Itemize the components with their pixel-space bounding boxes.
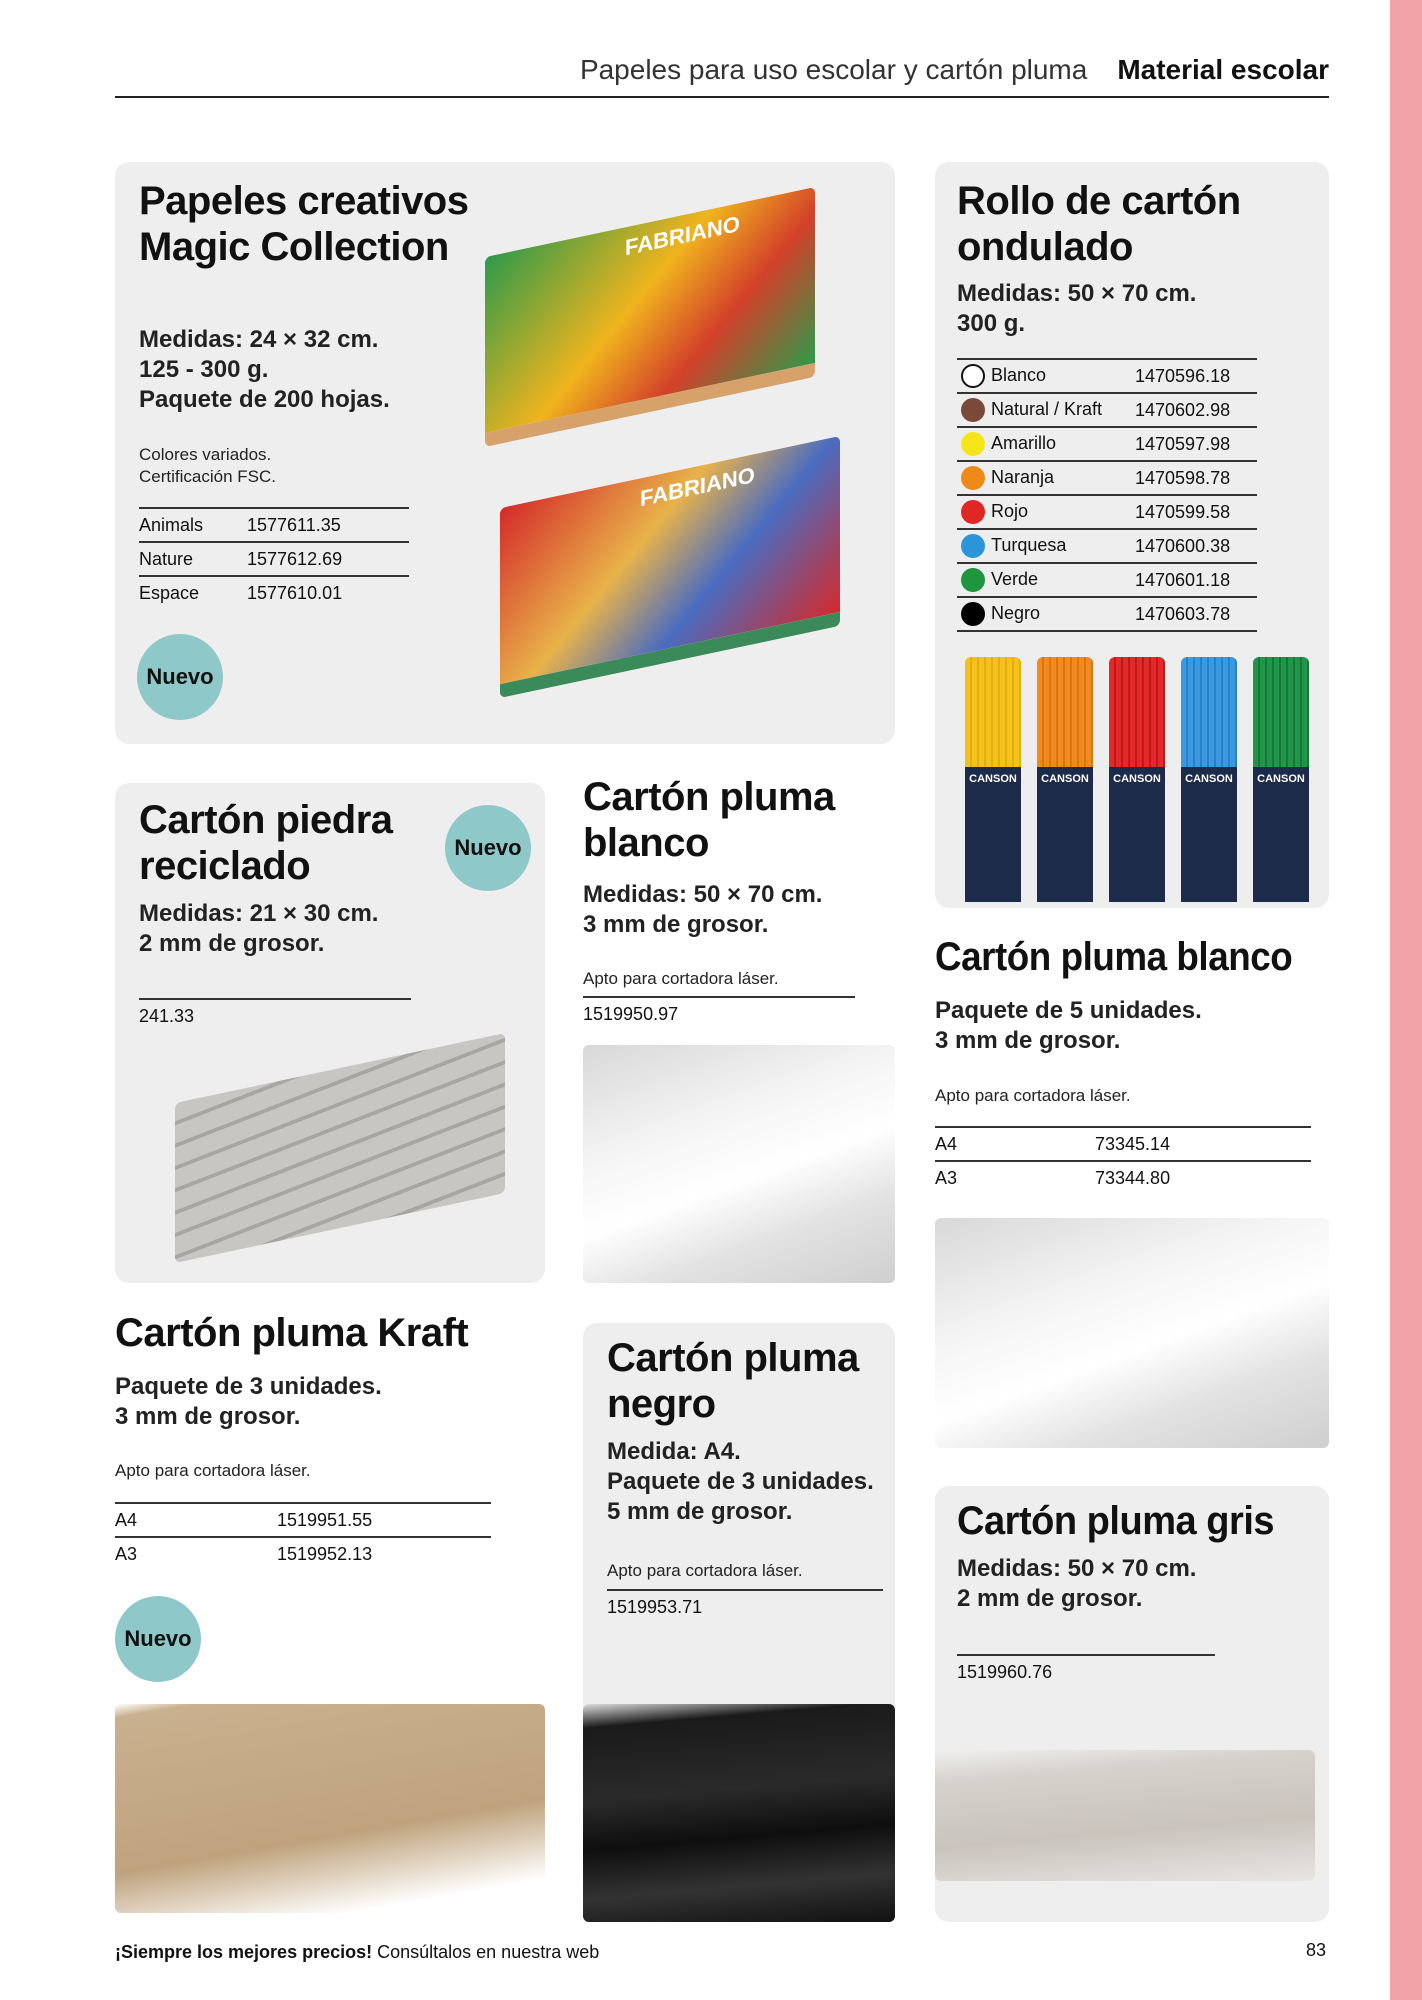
product-title: Cartón piedra reciclado	[139, 798, 393, 888]
product-code: 1470598.78	[1135, 461, 1257, 495]
header-section: Material escolar	[1117, 54, 1329, 85]
new-badge: Nuevo	[137, 634, 223, 720]
color-swatch-icon	[961, 432, 985, 456]
product-title: Rollo de cartón ondulado	[957, 179, 1241, 269]
new-badge: Nuevo	[115, 1596, 201, 1682]
variant-name: A3	[935, 1161, 1095, 1195]
color-name: Amarillo	[991, 432, 1057, 453]
table-row	[957, 597, 1257, 631]
color-name: Verde	[991, 568, 1039, 589]
product-image-magic-red	[500, 436, 840, 698]
table-row	[139, 999, 411, 1033]
variant-table	[935, 1126, 1311, 1195]
product-code: 73344.80	[1095, 1161, 1311, 1195]
side-tab-bar	[1390, 0, 1422, 2000]
color-table	[957, 358, 1257, 632]
color-swatch-icon	[961, 466, 985, 490]
note-line: Colores variados.	[139, 445, 272, 464]
product-code: 1470601.18	[1135, 563, 1257, 597]
note-line: Apto para cortadora láser.	[935, 1086, 1131, 1105]
color-name: Natural / Kraft	[991, 398, 1103, 419]
spec-line: Medidas: 24 × 32 cm.	[139, 326, 379, 353]
product-title: Cartón pluma Kraft	[115, 1311, 469, 1355]
roll-blue	[1181, 657, 1237, 902]
product-card-carton-pluma-negro	[583, 1323, 895, 1922]
color-swatch-icon	[961, 500, 985, 524]
table-row	[139, 508, 409, 542]
color-swatch-icon	[961, 398, 985, 422]
color-swatch-icon	[961, 364, 985, 388]
table-row	[935, 1127, 1311, 1161]
product-code: 1470596.18	[1135, 359, 1257, 393]
note-line: Apto para cortadora láser.	[583, 969, 779, 988]
spec-line: 2 mm de grosor.	[139, 930, 325, 957]
code-table	[583, 996, 855, 1031]
brand-logo: CANSON	[1109, 767, 1165, 902]
product-card-rollo-carton	[935, 162, 1329, 908]
product-code: 241.33	[139, 999, 411, 1033]
product-code: 1519951.55	[277, 1503, 491, 1537]
table-row	[957, 427, 1257, 461]
color-swatch-icon	[961, 602, 985, 626]
spec-line: Medidas: 50 × 70 cm.	[583, 881, 823, 908]
spec-line: 2 mm de grosor.	[957, 1585, 1143, 1612]
product-title: Cartón pluma gris	[957, 1499, 1275, 1543]
brand-logo: CANSON	[1181, 767, 1237, 902]
product-code: 1470600.38	[1135, 529, 1257, 563]
product-title: Papeles creativos Magic Collection	[139, 179, 469, 269]
spec-line: 3 mm de grosor.	[935, 1027, 1121, 1054]
product-card-carton-piedra	[115, 783, 545, 1283]
page-header	[580, 54, 1329, 86]
variant-name: Espace	[139, 576, 247, 610]
brand-logo: CANSON	[1253, 767, 1309, 902]
brand-logo: CANSON	[965, 767, 1021, 902]
roll-green	[1253, 657, 1309, 902]
product-image-magic-green	[485, 187, 815, 447]
product-image-carton-pluma-negro	[583, 1704, 895, 1922]
product-image-carton-piedra	[175, 1033, 505, 1263]
product-code: 1577611.35	[247, 508, 409, 542]
roll-orange	[1037, 657, 1093, 902]
variant-name: A3	[115, 1537, 277, 1571]
product-code: 1577612.69	[247, 542, 409, 576]
table-row	[115, 1537, 491, 1571]
variant-table	[139, 507, 409, 610]
table-row	[583, 997, 855, 1031]
table-row	[957, 1655, 1215, 1689]
code-table	[607, 1589, 883, 1624]
spec-line: 3 mm de grosor.	[115, 1403, 301, 1430]
roll-yellow	[965, 657, 1021, 902]
product-title: Cartón pluma negro	[607, 1336, 859, 1426]
spec-line: Paquete de 3 unidades.	[607, 1468, 874, 1495]
product-code: 1577610.01	[247, 576, 409, 610]
product-image-rolls	[965, 657, 1310, 907]
product-code: 1470599.58	[1135, 495, 1257, 529]
table-row	[935, 1161, 1311, 1195]
variant-name: Animals	[139, 508, 247, 542]
header-divider	[115, 96, 1329, 98]
spec-line: Medidas: 21 × 30 cm.	[139, 900, 379, 927]
header-subtitle: Papeles para uso escolar y cartón pluma	[579, 54, 1088, 85]
color-swatch-icon	[961, 568, 985, 592]
spec-line: 300 g.	[957, 310, 1026, 337]
table-row	[115, 1503, 491, 1537]
product-code: 1519960.76	[957, 1655, 1215, 1689]
footer-slogan-bold: ¡Siempre los mejores precios!	[115, 1942, 373, 1962]
spec-line: Paquete de 200 hojas.	[139, 386, 390, 413]
spec-line: 125 - 300 g.	[139, 356, 269, 383]
spec-line: Medidas: 50 × 70 cm.	[957, 280, 1197, 307]
product-code: 1470602.98	[1135, 393, 1257, 427]
color-swatch-icon	[961, 534, 985, 558]
code-table	[957, 1654, 1215, 1689]
variant-name: A4	[935, 1127, 1095, 1161]
note-line: Certificación FSC.	[139, 467, 276, 486]
product-code: 1519950.97	[583, 997, 855, 1031]
spec-line: 5 mm de grosor.	[607, 1498, 793, 1525]
product-card-carton-pluma-gris	[935, 1486, 1329, 1922]
spec-line: Paquete de 3 unidades.	[115, 1373, 382, 1400]
color-name: Turquesa	[991, 534, 1067, 555]
spec-line: Paquete de 5 unidades.	[935, 997, 1202, 1024]
color-name: Negro	[991, 602, 1041, 623]
table-row	[957, 393, 1257, 427]
table-row	[957, 563, 1257, 597]
new-badge: Nuevo	[445, 805, 531, 891]
variant-table	[115, 1502, 491, 1571]
variant-name: Nature	[139, 542, 247, 576]
roll-red	[1109, 657, 1165, 902]
color-name: Rojo	[991, 500, 1029, 521]
table-row	[957, 359, 1257, 393]
product-code: 1470603.78	[1135, 597, 1257, 631]
product-code: 73345.14	[1095, 1127, 1311, 1161]
product-image-carton-pluma-blanco-pack	[935, 1218, 1329, 1448]
spec-line: Medida: A4.	[607, 1438, 741, 1465]
product-image-carton-pluma-gris	[935, 1750, 1315, 1881]
spec-line: 3 mm de grosor.	[583, 911, 769, 938]
footer-slogan-text: Consúltalos en nuestra web	[372, 1942, 600, 1962]
note-line: Apto para cortadora láser.	[607, 1561, 803, 1580]
product-image-carton-pluma-blanco	[583, 1045, 895, 1283]
product-code: 1519952.13	[277, 1537, 491, 1571]
product-code: 1519953.71	[607, 1590, 883, 1624]
page-number: 83	[1306, 1940, 1327, 1960]
product-title: Cartón pluma blanco	[935, 935, 1293, 979]
table-row	[139, 576, 409, 610]
product-image-carton-pluma-kraft	[115, 1704, 545, 1913]
table-row	[957, 461, 1257, 495]
table-row	[957, 529, 1257, 563]
brand-logo: FABRIANO	[625, 210, 740, 261]
table-row	[139, 542, 409, 576]
color-name: Naranja	[991, 466, 1055, 487]
table-row	[607, 1590, 883, 1624]
spec-line: Medidas: 50 × 70 cm.	[957, 1555, 1197, 1582]
note-line: Apto para cortadora láser.	[115, 1461, 311, 1480]
product-card-magic-collection	[115, 162, 895, 744]
brand-logo: FABRIANO	[640, 461, 755, 512]
product-title: Cartón pluma blanco	[583, 775, 835, 865]
color-name: Blanco	[991, 364, 1047, 385]
table-row	[957, 495, 1257, 529]
footer-slogan	[115, 1942, 599, 1963]
code-table	[139, 998, 411, 1033]
brand-logo: CANSON	[1037, 767, 1093, 902]
product-code: 1470597.98	[1135, 427, 1257, 461]
variant-name: A4	[115, 1503, 277, 1537]
